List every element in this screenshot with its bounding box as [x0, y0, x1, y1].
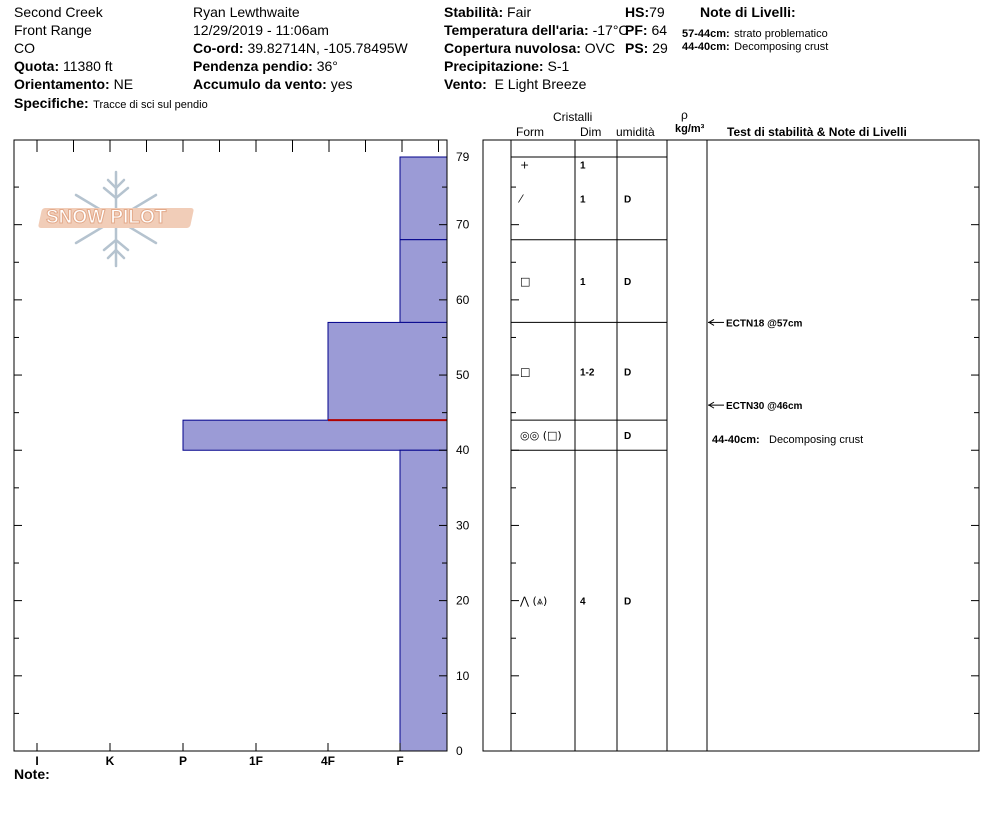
crystal-size: 1 [580, 277, 586, 289]
range: Front Range [14, 22, 92, 38]
moisture-header: umidità [616, 125, 655, 139]
air-temperature: Temperatura dell'aria: -17°C [444, 22, 629, 38]
hs: HS:79 [625, 4, 665, 20]
crystal-size: 4 [580, 596, 586, 608]
crystal-form: ⁄ [520, 192, 522, 206]
y-tick-label: 50 [456, 368, 470, 383]
hardness-bar [183, 420, 447, 450]
pf: PF: 64 [625, 22, 668, 38]
stability-test: ECTN30 @46cm [726, 401, 803, 413]
crystal-form: + [520, 158, 530, 172]
moisture-value: D [624, 431, 632, 443]
crystals-header: Cristalli [553, 110, 593, 124]
slope-angle: Pendenza pendio: 36° [193, 58, 338, 74]
logo-text: SNOW PILOT [46, 207, 167, 228]
x-tick-label: I [35, 754, 39, 768]
crystal-form: □ [520, 275, 531, 289]
moisture-value: D [624, 277, 632, 289]
y-tick-label: 20 [456, 593, 470, 608]
wind: Vento: E Light Breeze [444, 76, 587, 92]
hardness-bar [400, 240, 447, 323]
y-tick-label: 60 [456, 292, 470, 307]
x-tick-label: 1F [248, 754, 264, 768]
notes-label: Note: [14, 766, 50, 782]
moisture-value: D [624, 194, 632, 206]
crystal-form: □ [520, 365, 531, 379]
specifics: Specifiche: Tracce di sci sul pendio [14, 95, 208, 111]
coordinates: Co-ord: 39.82714N, -105.78495W [193, 40, 408, 56]
stability-test: ECTN18 @57cm [726, 318, 803, 330]
layer-note-1: 57-44cm: strato problematico [682, 28, 828, 40]
moisture-value: D [624, 367, 632, 379]
y-tick-label: 10 [456, 668, 470, 683]
layer-comment-range: 44-40cm: [712, 433, 760, 446]
observer: Ryan Lewthwaite [193, 4, 300, 20]
layer-notes-title: Note di Livelli: [700, 4, 796, 20]
y-tick-label: 40 [456, 443, 470, 458]
datetime: 12/29/2019 - 11:06am [193, 22, 329, 38]
density-symbol: ρ [681, 108, 688, 122]
moisture-value: D [624, 596, 632, 608]
location: Second Creek [14, 4, 103, 20]
size-header: Dim [580, 125, 602, 139]
state: CO [14, 40, 35, 56]
crystal-form: ⋀ (⩓) [520, 594, 548, 608]
x-tick-label: 4F [320, 754, 336, 768]
x-tick-label: P [178, 754, 188, 768]
y-tick-label: 0 [456, 744, 463, 758]
y-tick-label: 79 [456, 150, 470, 164]
wind-loading: Accumulo da vento: yes [193, 76, 353, 92]
aspect: Orientamento: NE [14, 76, 134, 92]
stability-notes-header: Test di stabilità & Note di Livelli [727, 125, 907, 139]
form-header: Form [516, 125, 544, 139]
x-tick-label: F [396, 754, 404, 768]
ps: PS: 29 [625, 40, 668, 56]
stability: Stabilità: Fair [444, 4, 532, 20]
crystal-size: 1 [580, 160, 586, 172]
crystal-size: 1-2 [580, 367, 595, 379]
precipitation: Precipitazione: S-1 [444, 58, 570, 74]
y-tick-label: 70 [456, 217, 470, 232]
density-unit: kg/m³ [675, 123, 705, 135]
x-tick-label: K [105, 754, 115, 768]
hardness-bar [400, 157, 447, 240]
layer-note-2: 44-40cm: Decomposing crust [682, 41, 829, 53]
layer-comment-text: Decomposing crust [769, 433, 864, 446]
crystal-form: ◎◎ (□) [520, 429, 562, 443]
crystal-size: 1 [580, 194, 586, 206]
elevation: Quota: 11380 ft [14, 58, 113, 74]
hardness-bar [328, 322, 447, 420]
y-tick-label: 30 [456, 518, 470, 533]
cloud-cover: Copertura nuvolosa: OVC [444, 40, 616, 56]
